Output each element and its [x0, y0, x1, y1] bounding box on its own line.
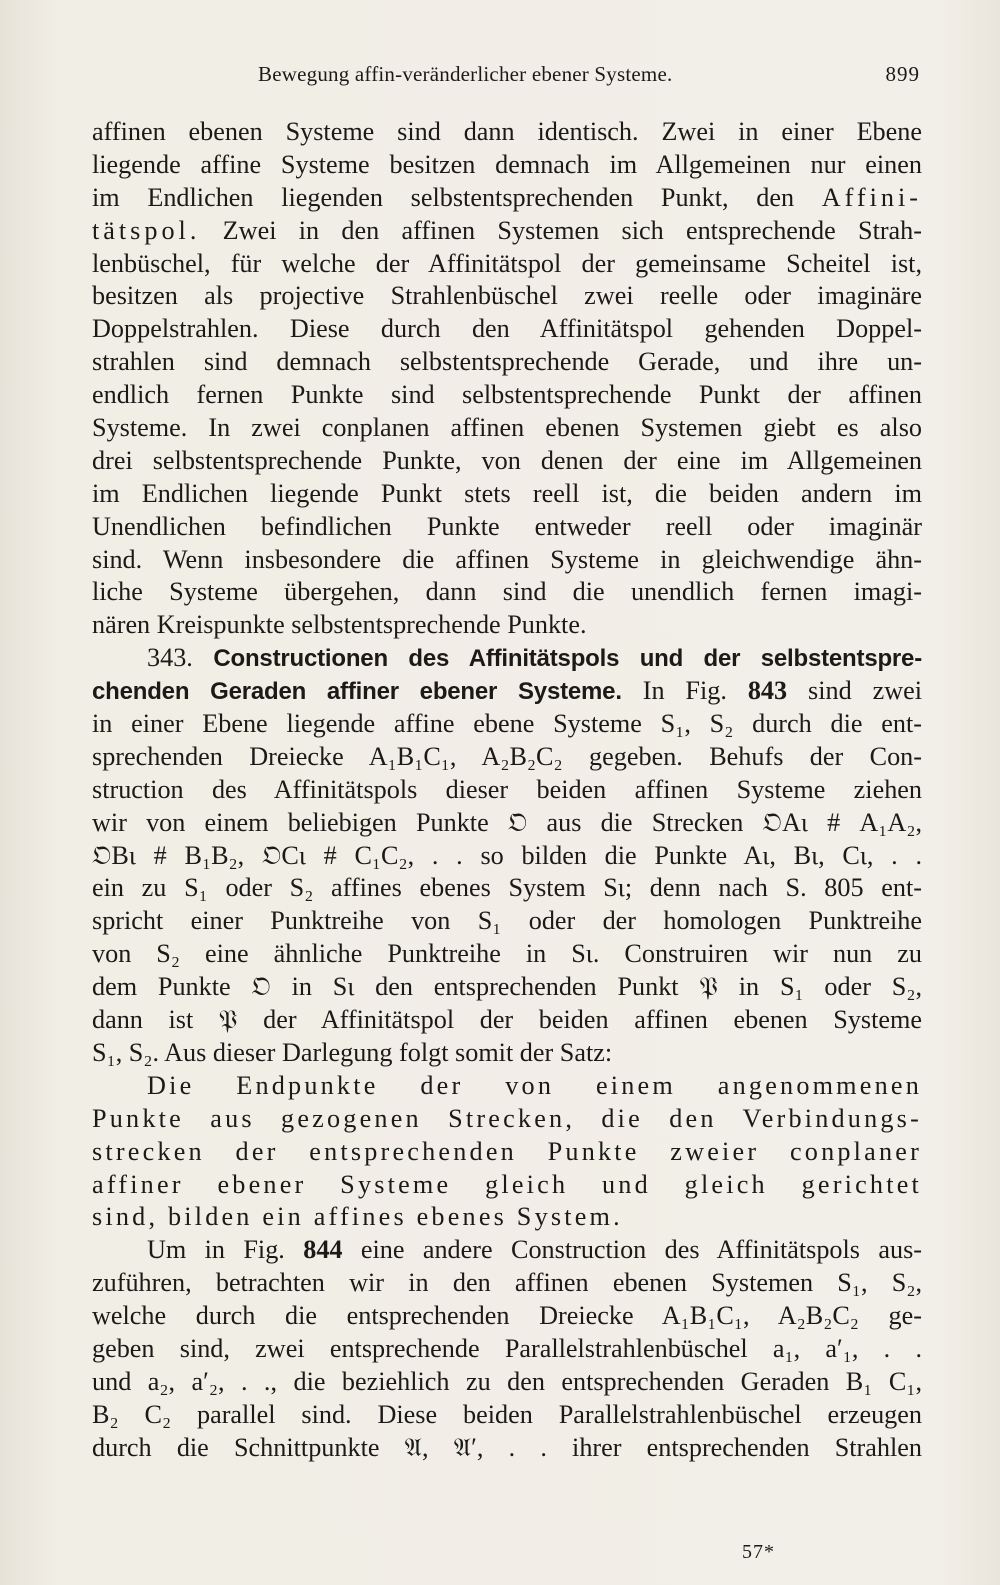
text-line: struction des Affinitätspols dieser beiden affinen Systeme ziehen	[92, 774, 922, 804]
section-number: 343.	[147, 643, 193, 673]
text-line: geben sind, zwei entsprechende Parallelstrahlenbüschel a₁, a′₁, . .	[92, 1333, 922, 1363]
text-span: Um in Fig.	[147, 1235, 285, 1265]
text-line: in einer Ebene liegende affine ebene Systeme S₁, S₂ durch die ent-	[92, 709, 922, 739]
text-line: liche Systeme übergehen, dann sind die unendlich fernen imagi-	[92, 577, 922, 607]
text-span: im Endlichen liegenden selbstentsprechenden Punkt, den	[92, 182, 795, 212]
text-line: ein zu S₁ oder S₂ affines ebenes System Sι; denn nach S. 805 ent-	[92, 873, 922, 903]
text-line: dann ist 𝔓 der Affinitätspol der beiden affinen ebenen Systeme	[92, 1005, 922, 1035]
emphasized-term: tätspol.	[92, 215, 201, 245]
figure-reference: 843	[747, 676, 788, 706]
text-line: Systeme. In zwei conplanen affinen ebenen Systemen giebt es also	[92, 413, 922, 443]
text-line: drei selbstentsprechende Punkte, von denen der eine im Allgemeinen	[92, 445, 922, 475]
section-heading: Constructionen des Affinitätspols und der selbstentspre-	[213, 645, 923, 673]
text-span: Zwei in den affinen Systemen sich entsprechende Strah-	[222, 215, 922, 245]
text-span: In Fig.	[642, 676, 727, 706]
section-heading-line	[92, 675, 922, 708]
text-line: strahlen sind demnach selbstentsprechende Gerade, und ihre un-	[92, 347, 922, 377]
theorem-line: strecken der entsprechenden Punkte zweier conplaner	[92, 1136, 922, 1166]
theorem-line: affiner ebener Systeme gleich und gleich gerichtet	[92, 1169, 922, 1199]
text-line: im Endlichen liegende Punkt stets reell ist, die beiden andern im	[92, 478, 922, 508]
theorem-line: Punkte aus gezogenen Strecken, die den Verbindungs-	[92, 1103, 922, 1133]
text-line: sind. Wenn insbesondere die affinen Systeme in gleichwendige ähn-	[92, 544, 922, 574]
text-line: welche durch die entsprechenden Dreiecke A₁B₁C₁, A₂B₂C₂ ge-	[92, 1301, 922, 1331]
theorem-line: sind, bilden ein affines ebenes System.	[92, 1202, 623, 1232]
theorem-line: Die Endpunkte der von einem angenommenen	[147, 1070, 922, 1100]
text-line: besitzen als projective Strahlenbüschel zwei reelle oder imaginäre	[92, 281, 922, 311]
text-span: eine andere Construction des Affinitätspols aus-	[360, 1235, 922, 1265]
text-line: liegende affine Systeme besitzen demnach im Allgemeinen nur einen	[92, 149, 922, 179]
emphasized-term: Affini-	[821, 182, 923, 212]
text-line: zuführen, betrachten wir in den affinen ebenen Systemen S₁, S₂,	[92, 1268, 922, 1298]
text-line	[92, 215, 922, 248]
text-line: S₁, S₂. Aus dieser Darlegung folgt somit der Satz:	[92, 1037, 613, 1067]
text-line	[92, 182, 922, 215]
section-heading-line	[92, 642, 922, 675]
text-span: sind zwei	[808, 676, 923, 706]
text-line: lenbüschel, für welche der Affinitätspol der gemeinsame Scheitel ist,	[92, 248, 922, 278]
text-line: wir von einem beliebigen Punkte 𝔒 aus die Strecken 𝔒Aι # A₁A₂,	[92, 807, 922, 837]
section-343	[92, 642, 922, 1070]
text-line: affinen ebenen Systeme sind dann identisch. Zwei in einer Ebene	[92, 117, 922, 146]
section-heading: chenden Geraden affiner ebener Systeme.	[92, 678, 622, 706]
page-number: 899	[885, 62, 920, 86]
text-line: und a₂, a′₂, . ., die beziehlich zu den entsprechenden Geraden B₁ C₁,	[92, 1366, 922, 1396]
body-text	[92, 116, 922, 1465]
text-line: durch die Schnittpunkte 𝔄, 𝔄′, . . ihrer entsprechenden Strahlen	[92, 1432, 922, 1462]
figure-reference: 844	[303, 1235, 343, 1265]
text-line: dem Punkte 𝔒 in Sι den entsprechenden Punkt 𝔓 in S₁ oder S₂,	[92, 972, 922, 1002]
text-line: Unendlichen befindlichen Punkte entweder reell oder imaginär	[92, 511, 922, 541]
text-line: B₂ C₂ parallel sind. Diese beiden Parallelstrahlenbüschel erzeugen	[92, 1399, 922, 1429]
theorem-statement	[92, 1070, 922, 1234]
text-line: sprechenden Dreiecke A₁B₁C₁, A₂B₂C₂ gegeben. Behufs der Con-	[92, 741, 922, 771]
signature-mark: 57*	[742, 1541, 775, 1563]
paragraph-2	[92, 1234, 922, 1464]
page-header	[92, 62, 922, 92]
text-line: Doppelstrahlen. Diese durch den Affinitätspol gehenden Doppel-	[92, 314, 922, 344]
text-line	[92, 1234, 922, 1267]
running-title: Bewegung affin-veränderlicher ebener Systeme.	[258, 62, 673, 86]
text-line: von S₂ eine ähnliche Punktreihe in Sι. Construiren wir nun zu	[92, 939, 922, 969]
paragraph-1	[92, 116, 922, 642]
text-line: spricht einer Punktreihe von S₁ oder der homologen Punktreihe	[92, 906, 922, 936]
text-line: endlich fernen Punkte sind selbstentsprechende Punkt der affinen	[92, 380, 922, 410]
text-line: nären Kreispunkte selbstentsprechende Punkte.	[92, 610, 587, 640]
text-line: 𝔒Bι # B₁B₂, 𝔒Cι # C₁C₂, . . so bilden die Punkte Aι, Bι, Cι, . .	[92, 840, 922, 870]
